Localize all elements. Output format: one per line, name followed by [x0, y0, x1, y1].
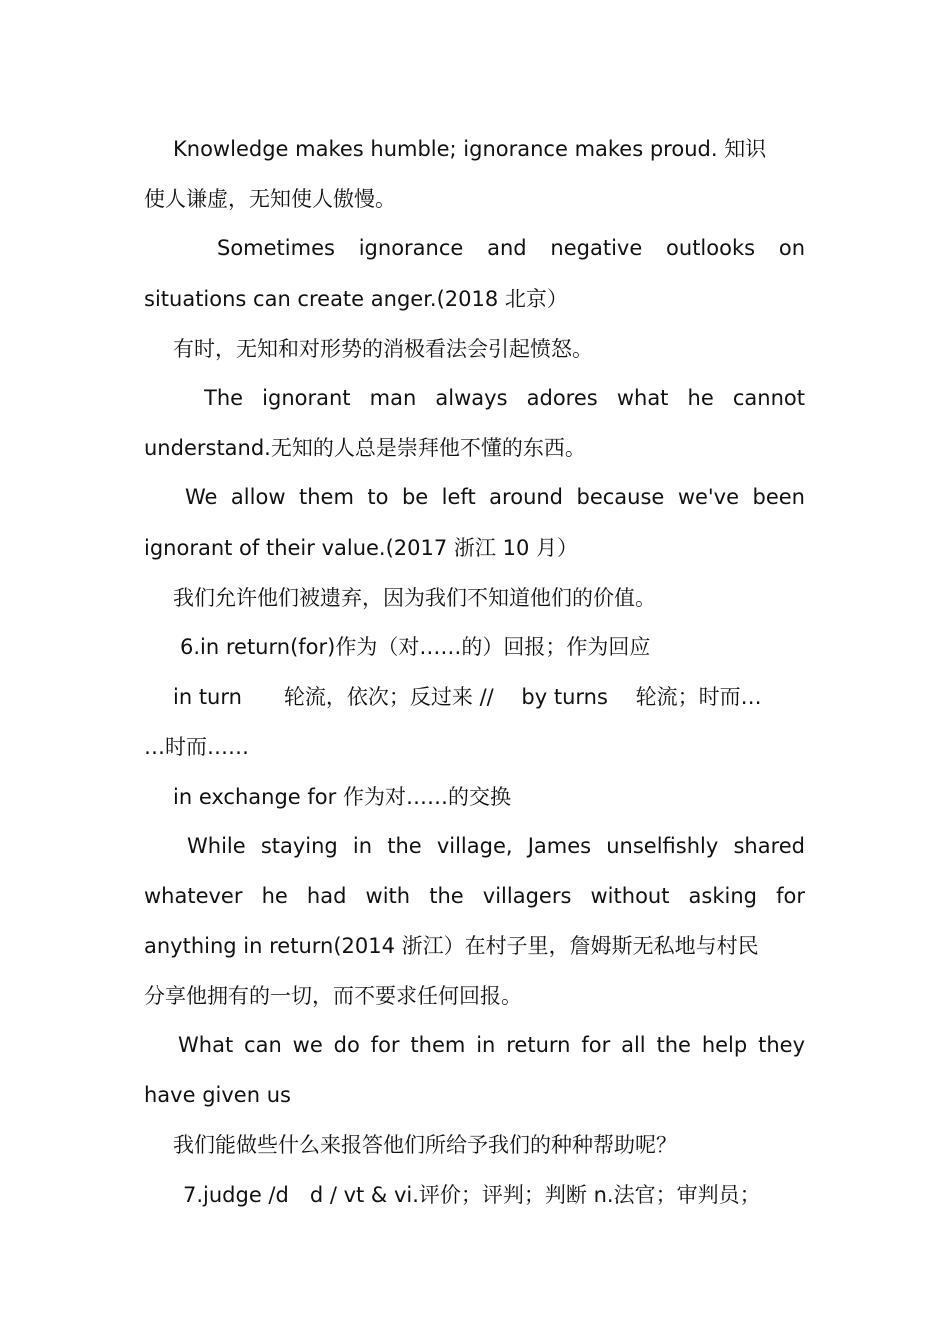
text-line-14: in exchange for 作为对……的交换 [173, 785, 511, 809]
text-line-7: understand.无知的人总是崇拜他不懂的东西。 [144, 436, 586, 460]
text-line-18: 分享他拥有的一切，而不要求任何回报。 [144, 984, 522, 1008]
text-line-4: situations can create anger.(2018 北京） [144, 287, 568, 311]
text-line-9: ignorant of their value.(2017 浙江 10 月） [144, 536, 578, 560]
text-line-15: While staying in the village, James unselfishly shared [187, 834, 805, 858]
text-line-13: …时而…… [144, 735, 249, 759]
text-line-22: 7.judge /d d / vt & vi.评价；评判；判断 n.法官；审判员； [183, 1183, 761, 1207]
text-line-5: 有时，无知和对形势的消极看法会引起愤怒。 [173, 337, 593, 361]
text-line-6: The ignorant man always adores what he cannot [204, 386, 805, 410]
text-line-12: in turn 轮流，依次；反过来 // by turns 轮流；时而… [173, 685, 762, 709]
text-line-2: 使人谦虚，无知使人傲慢。 [144, 187, 396, 211]
text-line-19: What can we do for them in return for all the help they [178, 1033, 805, 1057]
text-line-11: 6.in return(for)作为（对……的）回报；作为回应 [180, 635, 651, 659]
text-line-21: 我们能做些什么来报答他们所给予我们的种种帮助呢？ [173, 1133, 677, 1157]
text-line-8: We allow them to be left around because we've been [185, 485, 805, 509]
text-line-20: have given us [144, 1083, 291, 1107]
text-line-3: Sometimes ignorance and negative outlooks on [217, 236, 805, 260]
text-line-10: 我们允许他们被遗弃，因为我们不知道他们的价值。 [173, 586, 656, 610]
text-line-17: anything in return(2014 浙江）在村子里，詹姆斯无私地与村民 [144, 934, 759, 958]
text-line-16: whatever he had with the villagers without asking for [144, 884, 805, 908]
text-line-1: Knowledge makes humble; ignorance makes proud. 知识 [173, 137, 767, 161]
